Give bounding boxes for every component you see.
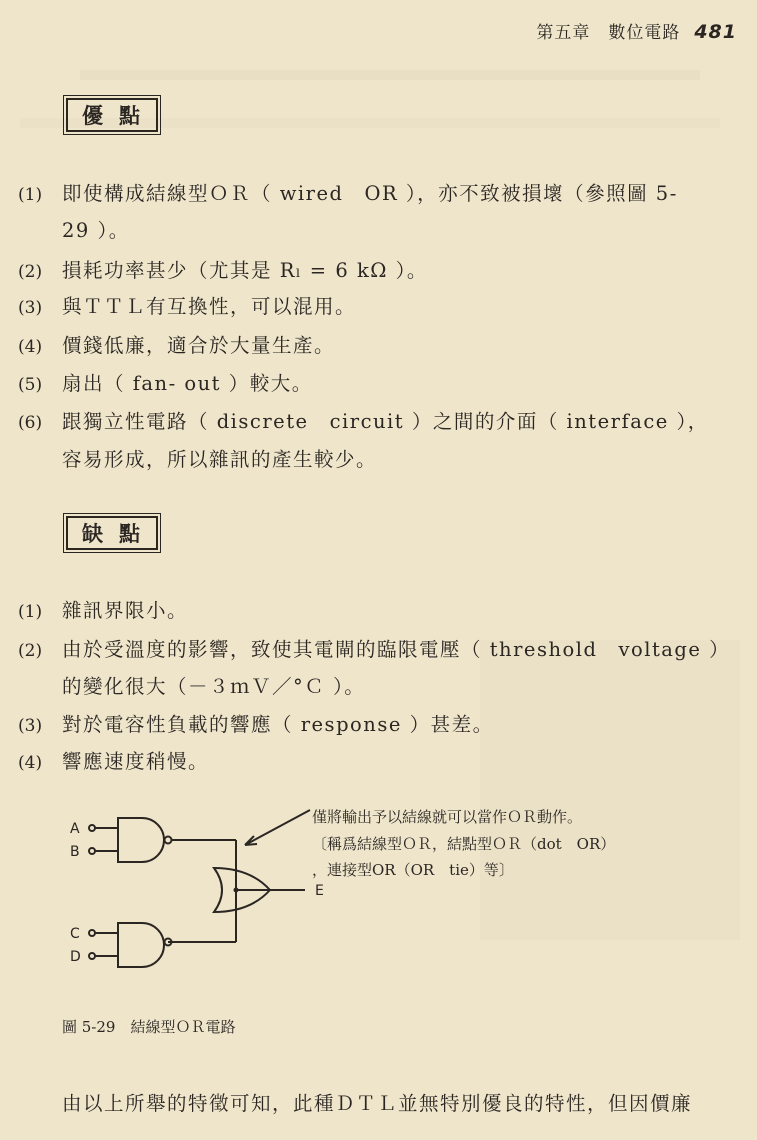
output-label-e: E (315, 883, 324, 899)
input-terminal-c (89, 930, 95, 936)
figure-note-line: 〔稱爲結線型ＯＲ，結點型ＯＲ（dot OR） (312, 835, 616, 853)
chapter-title: 第五章 數位電路 (536, 23, 681, 43)
advantage-item: (2) 損耗功率甚少（尤其是 Rₗ = 6 kΩ ）。 (18, 259, 428, 282)
input-terminal-d (89, 953, 95, 959)
input-terminal-b (89, 848, 95, 854)
disadvantage-item: (2) 由於受溫度的影響，致使其電閘的臨限電壓（ threshold voltage ） (18, 638, 731, 661)
disadvantage-item: (3) 對於電容性負載的響應（ response ）甚差。 (18, 713, 494, 736)
annotation-arrow (245, 810, 310, 845)
figure-caption: 圖 5-29 結線型ＯＲ電路 (62, 1018, 236, 1036)
nand-gate-top (118, 818, 164, 862)
disadvantage-item: (4) 響應速度稍慢。 (18, 750, 210, 773)
advantage-item: (4) 價錢低廉，適合於大量生產。 (18, 334, 336, 357)
body-paragraph: 由以上所舉的特徵可知，此種ＤＴＬ並無特別優良的特性，但因價廉 (62, 1092, 693, 1115)
running-header (536, 18, 737, 43)
figure-note-line: 僅將輸出予以結線就可以當作ＯＲ動作。 (312, 808, 583, 826)
advantage-item: (3) 與ＴＴＬ有互換性，可以混用。 (18, 295, 357, 318)
input-label-a: A (70, 821, 80, 837)
disadvantages-heading: 缺點 (66, 516, 158, 550)
advantages-heading: 優點 (66, 98, 158, 132)
advantage-item-cont: 容易形成，所以雜訊的產生較少。 (62, 448, 378, 471)
input-terminal-a (89, 825, 95, 831)
input-label-b: B (70, 844, 80, 860)
nand-gate-bottom (118, 923, 164, 967)
input-label-c: C (70, 926, 80, 942)
disadvantage-item-cont: 的變化很大（－３ｍＶ／°Ｃ ）。 (62, 675, 366, 698)
disadvantage-item: (1) 雜訊界限小。 (18, 599, 189, 622)
advantage-item: (6) 跟獨立性電路（ discrete circuit ）之間的介面（ interface ）， (18, 410, 709, 433)
input-label-d: D (70, 949, 81, 965)
advantage-item: (1) 即使構成結線型ＯＲ（ wired OR ），亦不致被損壞（參照圖 5- (18, 182, 678, 205)
page-number: 481 (694, 21, 737, 43)
figure-note-line: ，連接型OR（OR tie）等〕 (312, 861, 514, 879)
advantage-item-cont: 29 ）。 (62, 219, 130, 242)
advantage-item: (5) 扇出（ fan- out ）較大。 (18, 372, 313, 395)
